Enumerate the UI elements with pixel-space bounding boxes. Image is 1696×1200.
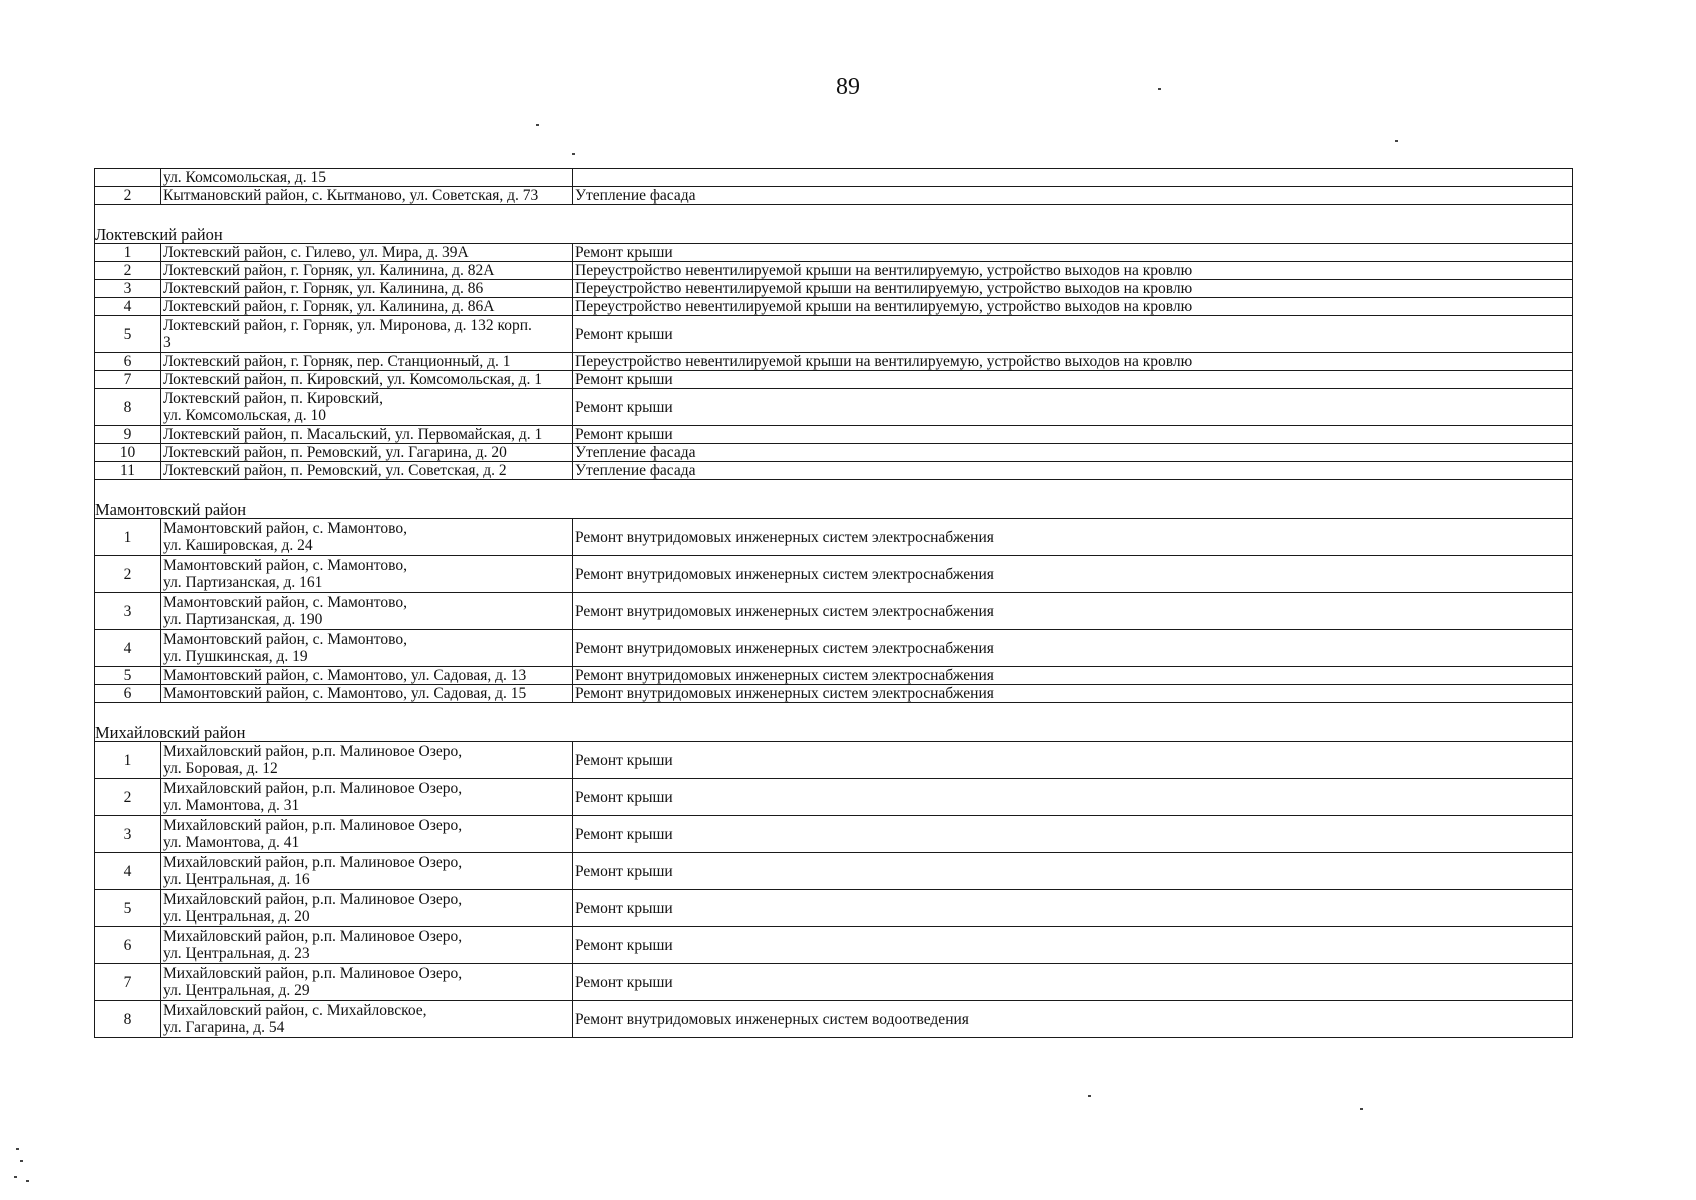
row-number: 8 [95,1001,161,1038]
row-number: 4 [95,630,161,667]
table-row [95,426,1573,444]
address-cell: Мамонтовский район, с. Мамонтово, ул. Пушкинская, д. 19 [161,630,573,667]
scan-speck [26,1180,29,1182]
table-row [95,280,1573,298]
work-type-cell: Ремонт крыши [573,816,1573,853]
address-cell: Мамонтовский район, с. Мамонтово, ул. Садовая, д. 13 [161,667,573,685]
repair-program-table [94,168,1573,1038]
work-type-cell: Ремонт внутридомовых инженерных систем электроснабжения [573,685,1573,703]
address-cell: Михайловский район, р.п. Малиновое Озеро, ул. Центральная, д. 20 [161,890,573,927]
work-type-cell: Ремонт крыши [573,742,1573,779]
work-type-cell: Ремонт внутридомовых инженерных систем электроснабжения [573,519,1573,556]
table-body [95,169,1573,1038]
address-cell: Локтевский район, п. Ремовский, ул. Гагарина, д. 20 [161,444,573,462]
table-row [95,519,1573,556]
table-row [95,353,1573,371]
scan-speck [20,1160,23,1162]
address-cell: Михайловский район, р.п. Малиновое Озеро, ул. Боровая, д. 12 [161,742,573,779]
work-type-cell: Утепление фасада [573,462,1573,480]
table-row [95,444,1573,462]
work-type-cell: Ремонт крыши [573,426,1573,444]
row-number: 4 [95,853,161,890]
address-cell: Мамонтовский район, с. Мамонтово, ул. Кашировская, д. 24 [161,519,573,556]
table-row [95,187,1573,205]
work-type-cell: Ремонт крыши [573,371,1573,389]
table-row [95,316,1573,353]
district-heading: Михайловский район [95,721,1573,742]
row-number: 2 [95,556,161,593]
district-heading-row [95,223,1573,244]
row-number: 6 [95,927,161,964]
table-row [95,462,1573,480]
spacer-row [95,703,1573,722]
row-number: 6 [95,353,161,371]
address-cell: Локтевский район, г. Горняк, ул. Миронова, д. 132 корп. 3 [161,316,573,353]
table-row [95,262,1573,280]
table-row [95,927,1573,964]
address-cell: Локтевский район, п. Масальский, ул. Первомайская, д. 1 [161,426,573,444]
row-number: 6 [95,685,161,703]
row-number: 10 [95,444,161,462]
work-type-cell: Переустройство невентилируемой крыши на вентилируемую, устройство выходов на кровлю [573,353,1573,371]
scan-speck [572,153,575,155]
table-row [95,964,1573,1001]
work-type-cell: Ремонт крыши [573,316,1573,353]
address-cell: Кытмановский район, с. Кытманово, ул. Советская, д. 73 [161,187,573,205]
page-number: 89 [836,74,860,100]
address-cell: Локтевский район, г. Горняк, пер. Станционный, д. 1 [161,353,573,371]
address-cell: Локтевский район, г. Горняк, ул. Калинина, д. 86А [161,298,573,316]
row-number: 1 [95,742,161,779]
address-cell: Михайловский район, р.п. Малиновое Озеро, ул. Мамонтова, д. 31 [161,779,573,816]
work-type-cell: Ремонт крыши [573,389,1573,426]
district-heading: Локтевский район [95,223,1573,244]
row-number [95,169,161,187]
row-number: 5 [95,890,161,927]
table-row [95,556,1573,593]
spacer-cell [95,205,1573,224]
address-cell: Мамонтовский район, с. Мамонтово, ул. Садовая, д. 15 [161,685,573,703]
address-cell: Локтевский район, п. Ремовский, ул. Советская, д. 2 [161,462,573,480]
scan-speck [14,1176,17,1178]
row-number: 9 [95,426,161,444]
row-number: 2 [95,187,161,205]
address-cell: Михайловский район, р.п. Малиновое Озеро, ул. Центральная, д. 29 [161,964,573,1001]
scan-speck [1395,140,1398,142]
table-row [95,169,1573,187]
work-type-cell [573,169,1573,187]
row-number: 11 [95,462,161,480]
scan-speck [1088,1095,1091,1097]
scan-speck [1360,1108,1363,1110]
row-number: 4 [95,298,161,316]
table-row [95,1001,1573,1038]
row-number: 1 [95,519,161,556]
row-number: 3 [95,816,161,853]
address-cell: Михайловский район, р.п. Малиновое Озеро, ул. Центральная, д. 16 [161,853,573,890]
row-number: 7 [95,371,161,389]
work-type-cell: Ремонт крыши [573,853,1573,890]
table-row [95,742,1573,779]
row-number: 2 [95,779,161,816]
address-cell: ул. Комсомольская, д. 15 [161,169,573,187]
work-type-cell: Ремонт крыши [573,890,1573,927]
work-type-cell: Ремонт внутридомовых инженерных систем электроснабжения [573,593,1573,630]
scan-speck [1158,88,1161,90]
work-type-cell: Переустройство невентилируемой крыши на вентилируемую, устройство выходов на кровлю [573,280,1573,298]
address-cell: Локтевский район, с. Гилево, ул. Мира, д. 39А [161,244,573,262]
table-row [95,853,1573,890]
table-row [95,685,1573,703]
table-row [95,593,1573,630]
table-row [95,667,1573,685]
row-number: 3 [95,593,161,630]
table-row [95,371,1573,389]
row-number: 8 [95,389,161,426]
row-number: 5 [95,667,161,685]
district-heading-row [95,721,1573,742]
work-type-cell: Ремонт крыши [573,779,1573,816]
address-cell: Мамонтовский район, с. Мамонтово, ул. Партизанская, д. 161 [161,556,573,593]
address-cell: Михайловский район, р.п. Малиновое Озеро, ул. Мамонтова, д. 41 [161,816,573,853]
work-type-cell: Утепление фасада [573,187,1573,205]
row-number: 1 [95,244,161,262]
address-cell: Михайловский район, р.п. Малиновое Озеро, ул. Центральная, д. 23 [161,927,573,964]
work-type-cell: Переустройство невентилируемой крыши на вентилируемую, устройство выходов на кровлю [573,262,1573,280]
spacer-cell [95,480,1573,499]
row-number: 5 [95,316,161,353]
work-type-cell: Переустройство невентилируемой крыши на вентилируемую, устройство выходов на кровлю [573,298,1573,316]
work-type-cell: Ремонт внутридомовых инженерных систем электроснабжения [573,556,1573,593]
address-cell: Михайловский район, с. Михайловское, ул. Гагарина, д. 54 [161,1001,573,1038]
table-row [95,779,1573,816]
table-row [95,890,1573,927]
work-type-cell: Ремонт крыши [573,964,1573,1001]
scan-speck [536,124,539,126]
row-number: 2 [95,262,161,280]
address-cell: Мамонтовский район, с. Мамонтово, ул. Партизанская, д. 190 [161,593,573,630]
row-number: 3 [95,280,161,298]
work-type-cell: Ремонт внутридомовых инженерных систем электроснабжения [573,630,1573,667]
table-row [95,630,1573,667]
spacer-cell [95,703,1573,722]
table-row [95,298,1573,316]
row-number: 7 [95,964,161,1001]
work-type-cell: Ремонт крыши [573,244,1573,262]
address-cell: Локтевский район, г. Горняк, ул. Калинина, д. 82А [161,262,573,280]
table-row [95,244,1573,262]
district-heading: Мамонтовский район [95,498,1573,519]
scan-speck [16,1148,19,1150]
work-type-cell: Ремонт внутридомовых инженерных систем водоотведения [573,1001,1573,1038]
spacer-row [95,205,1573,224]
address-cell: Локтевский район, г. Горняк, ул. Калинина, д. 86 [161,280,573,298]
table-row [95,816,1573,853]
spacer-row [95,480,1573,499]
table-row [95,389,1573,426]
work-type-cell: Ремонт внутридомовых инженерных систем электроснабжения [573,667,1573,685]
address-cell: Локтевский район, п. Кировский, ул. Комсомольская, д. 10 [161,389,573,426]
district-heading-row [95,498,1573,519]
work-type-cell: Ремонт крыши [573,927,1573,964]
work-type-cell: Утепление фасада [573,444,1573,462]
address-cell: Локтевский район, п. Кировский, ул. Комсомольская, д. 1 [161,371,573,389]
